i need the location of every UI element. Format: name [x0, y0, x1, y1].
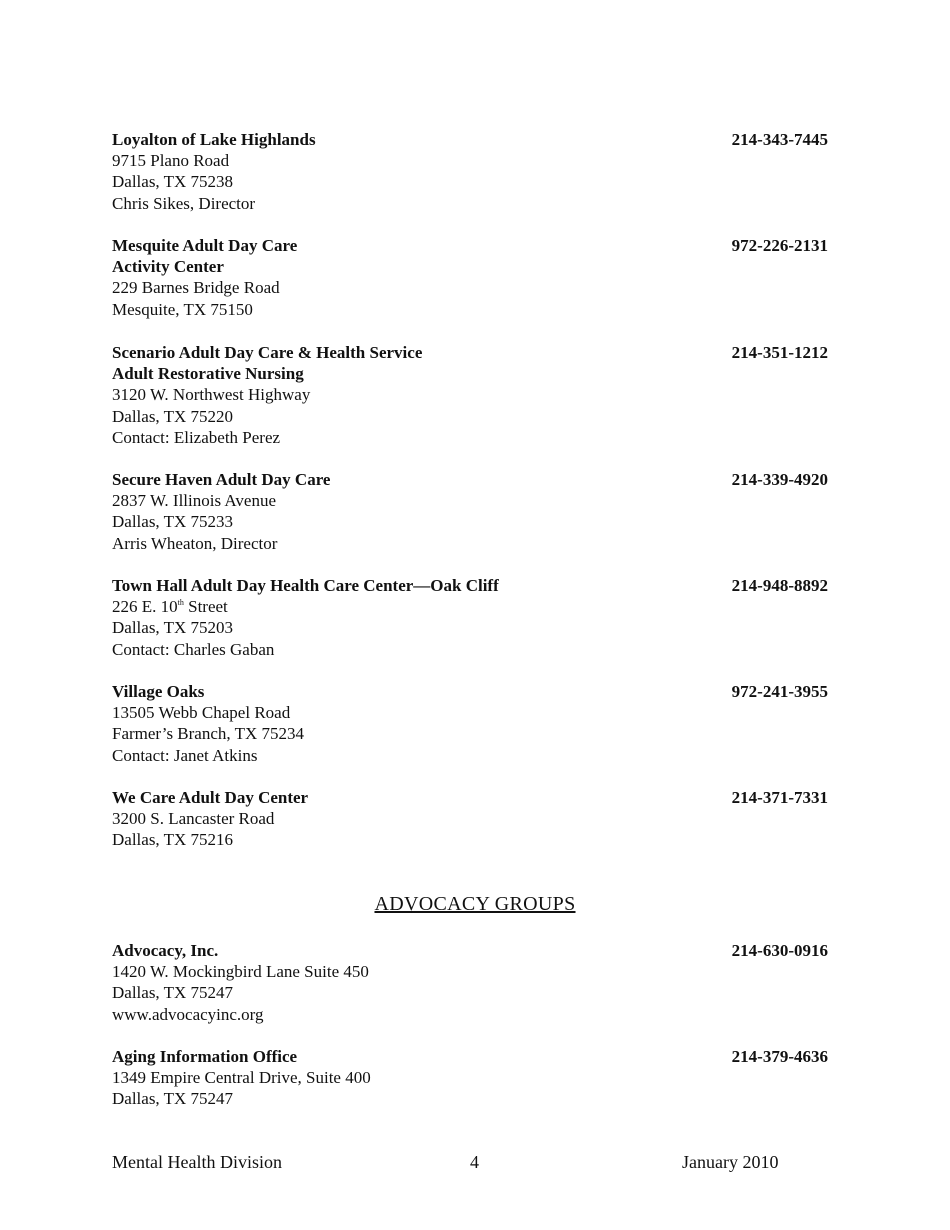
listing-secure-haven — [112, 469, 828, 554]
listing-city: Dallas, TX 75247 — [112, 1089, 234, 1109]
listing-address: 3200 S. Lancaster Road — [112, 809, 275, 829]
listing-city: Dallas, TX 75220 — [112, 406, 234, 426]
listing-address — [112, 596, 828, 617]
listing-city: Dallas, TX 75203 — [112, 618, 234, 638]
listing-contact: Chris Sikes, Director — [112, 193, 256, 213]
listing-mesquite — [112, 235, 828, 320]
listing-address: 9715 Plano Road — [112, 151, 230, 171]
listing-city: Dallas, TX 75247 — [112, 983, 234, 1003]
listing-phone: 214-630-0916 — [731, 941, 828, 960]
listing-address: 1349 Empire Central Drive, Suite 400 — [112, 1068, 371, 1088]
listing-phone: 214-343-7445 — [731, 130, 828, 149]
listing-name: Scenario Adult Day Care & Health Service — [112, 343, 423, 362]
listing-village-oaks — [112, 681, 828, 766]
street-suffix: Street — [183, 597, 228, 617]
listing-aging-info — [112, 1046, 828, 1110]
listing-name: Mesquite Adult Day Care — [112, 236, 298, 255]
listing-scenario — [112, 342, 828, 448]
listing-contact: Arris Wheaton, Director — [112, 533, 278, 553]
listing-phone: 972-241-3955 — [731, 682, 828, 701]
footer-division: Mental Health Division — [112, 1152, 282, 1172]
listing-name: Aging Information Office — [112, 1047, 298, 1066]
footer-page-number: 4 — [470, 1152, 479, 1172]
listing-address: 2837 W. Illinois Avenue — [112, 491, 277, 511]
listing-address: 1420 W. Mockingbird Lane Suite 450 — [112, 962, 369, 982]
listing-name-line-2: Activity Center — [112, 257, 224, 277]
listing-phone: 214-351-1212 — [731, 343, 828, 362]
listing-phone: 972-226-2131 — [731, 236, 828, 255]
listing-contact: Contact: Janet Atkins — [112, 745, 258, 765]
listing-phone: 214-948-8892 — [731, 576, 828, 595]
listing-town-hall — [112, 575, 828, 660]
listing-name: Village Oaks — [112, 682, 205, 701]
section-title: ADVOCACY GROUPS — [374, 893, 576, 915]
listing-advocacy-inc — [112, 940, 828, 1025]
listing-we-care — [112, 787, 828, 851]
street-ordinal: th — [177, 598, 184, 608]
listing-name-line-2: Adult Restorative Nursing — [112, 364, 304, 384]
listing-city: Dallas, TX 75238 — [112, 172, 234, 192]
listing-contact: Contact: Charles Gaban — [112, 639, 275, 659]
listing-address: 13505 Webb Chapel Road — [112, 703, 291, 723]
listing-website: www.advocacyinc.org — [112, 1004, 264, 1024]
listing-name: Secure Haven Adult Day Care — [112, 470, 331, 489]
listing-city: Dallas, TX 75233 — [112, 512, 234, 532]
footer-date: January 2010 — [682, 1152, 779, 1172]
listing-name: Advocacy, Inc. — [112, 941, 219, 960]
listing-address: 3120 W. Northwest Highway — [112, 385, 311, 405]
listing-address: 229 Barnes Bridge Road — [112, 278, 280, 298]
listing-phone: 214-371-7331 — [731, 788, 828, 807]
listing-contact: Contact: Elizabeth Perez — [112, 427, 281, 447]
street-number: 226 E. 10 — [112, 597, 178, 617]
listing-name: We Care Adult Day Center — [112, 788, 309, 807]
listing-city: Mesquite, TX 75150 — [112, 299, 253, 319]
listing-phone: 214-339-4920 — [731, 470, 828, 489]
listing-city: Dallas, TX 75216 — [112, 830, 234, 850]
listing-city: Farmer’s Branch, TX 75234 — [112, 724, 305, 744]
listing-name: Town Hall Adult Day Health Care Center—Oak Cliff — [112, 576, 499, 595]
listing-name: Loyalton of Lake Highlands — [112, 130, 316, 149]
listing-loyalton — [112, 129, 828, 214]
listing-phone: 214-379-4636 — [731, 1047, 828, 1066]
